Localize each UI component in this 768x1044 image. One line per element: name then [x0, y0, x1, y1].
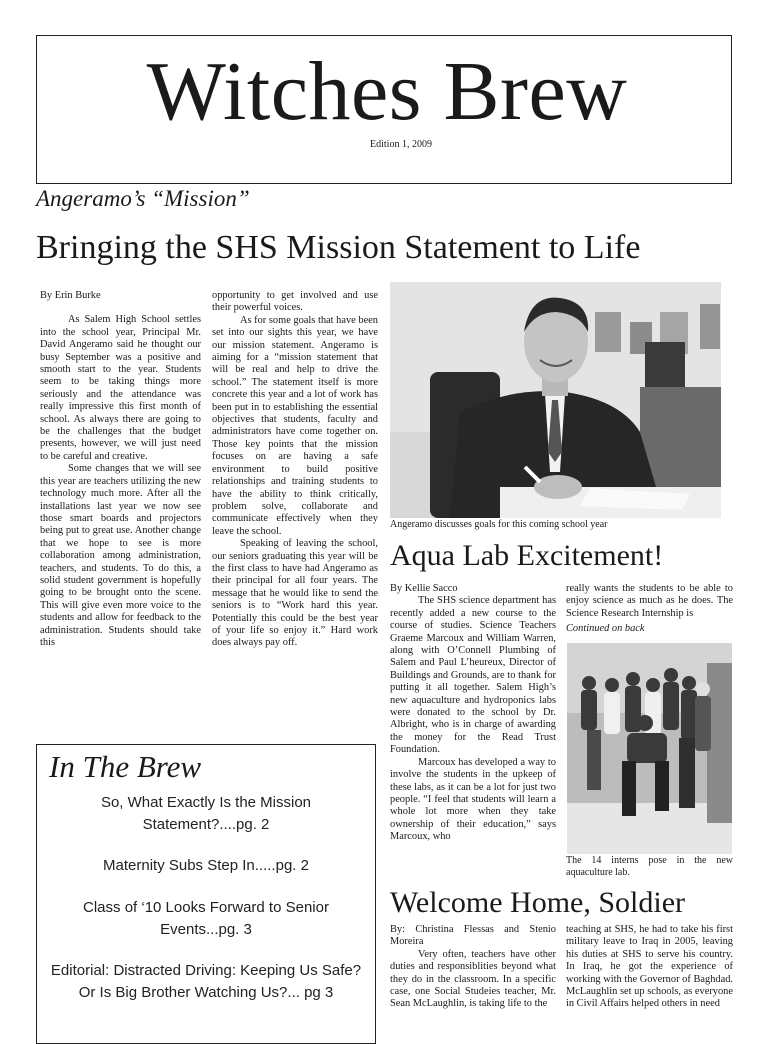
article-paragraph: As Salem High School settles into the school year, Principal Mr. David Angeramo said he thought our busy September was a positive and smooth start to the year. Students seem to be taking things more seriously and the attendance was really impressive this first month of school. As always there are going to be the challenges that the budget presents, however, we will just need to be careful and creative. [40, 314, 201, 462]
toc-item[interactable]: Class of ‘10 Looks Forward to Senior Events...pg. 3 [83, 899, 329, 938]
toc-item[interactable]: So, What Exactly Is the Mission Statement?....pg. 2 [100, 794, 312, 833]
article-paragraph: Marcoux has developed a way to involve the students in the upkeep of these labs, as it can be a lot for just two people. “I feel that students will learn a whole lot more when they take ownership of their education,” says Marcoux, who [390, 756, 556, 843]
article-paragraph: Some changes that we will see this year are teachers utilizing the new technology much more. After all the installations last year we now see those smart boards and projectors being put to great use. Another change that we hope to see is more collaboration among administration, teachers, and students. To do this, a solid student government is hopefully going to be brought onto the scene. This will give even more voice to the students and allow for feedback to the administration. Students should take this [40, 463, 201, 648]
article-paragraph: Very often, teachers have other duties and responsiblities beyond what they do in the classroom. In a specific case, one Social Studeies teacher, Mr. Sean McLaughlin, is taking life to the [390, 948, 556, 1010]
principal-photo-illustration [390, 282, 721, 518]
aqua-column-2 [566, 583, 733, 636]
continued-link[interactable]: Continued on back [566, 623, 645, 635]
lead-column-2 [212, 290, 378, 650]
lead-kicker: Angeramo’s “Mission” [36, 186, 250, 211]
principal-photo-caption: Angeramo discusses goals for this coming school year [390, 519, 608, 530]
in-the-brew-title: In The Brew [49, 749, 202, 784]
welcome-byline: By: Christina Flessas and Stenio Moreira [390, 924, 556, 948]
masthead [36, 35, 732, 184]
edition-label: Edition 1, 2009 [370, 139, 432, 150]
lead-byline: By Erin Burke [40, 290, 101, 301]
interns-photo-caption: The 14 interns pose in the new aquaculture lab. [566, 855, 733, 878]
welcome-headline: Welcome Home, Soldier [390, 886, 686, 919]
toc-item[interactable]: Editorial: Distracted Driving: Keeping Us Safe? Or Is Big Brother Watching Us?... pg 3 [50, 962, 362, 1001]
aqua-headline: Aqua Lab Excitement! [390, 539, 664, 572]
article-paragraph: The SHS science department has recently added a new course to the course of studies. Science Teachers Graeme Marcoux and William Warren, along with O’Connell Plumbing of Salem and Paul L’heureux, Director of Buildings and Grounds, are to thank for putting it all together. Salem High’s new aquaculture and hydroponics labs were donated to the school by Dr. Albright, who is in charge of awarding the money for the Read Trust Foundation. [390, 595, 556, 756]
article-paragraph: As for some goals that have been set into our sights this year, we have our mission statement. Angeramo is aiming for a “mission statement that will be real and help to drive the school.” The statement itself is more concrete this year and a lot of work has been put in to establishing the essential objectives that students, faculty and administrators have come together on. Those key points that the mission focuses on are having a safe environment to build positive relationships and training students to have the ability to think critically, problem solve, collaborate and communicate effectively when they leave the school. [212, 314, 378, 537]
lead-headline: Bringing the SHS Mission Statement to Life [36, 229, 641, 266]
newspaper-title: Witches Brew [146, 45, 628, 138]
welcome-column-1 [390, 924, 556, 1011]
interns-photo [567, 643, 732, 854]
article-paragraph: teaching at SHS, he had to take his first military leave to Iraq in 2005, leaving his duties at SHS to serve his country. In Iraq, he got the experience of working with the Governor of Baghdad. McLaughlin set up schools, as everyone in Civil Affairs helped others in need [566, 924, 733, 1010]
principal-photo [390, 282, 721, 518]
article-paragraph: Speaking of leaving the school, our seniors graduating this year will be the first class to have had Angeramo as their principal for all four years. The message that he would like to send the seniors is to “Work hard this year. Potentially this could be the best year of your life so enjoy it.” Hard work does always pay off. [212, 538, 378, 649]
article-paragraph: really wants the students to be able to enjoy science as much as he does. The Science Research Internship is [566, 583, 733, 619]
article-paragraph: opportunity to get involved and use their powerful voices. [212, 290, 378, 314]
aqua-column-1 [390, 583, 556, 844]
toc-item[interactable]: Maternity Subs Step In.....pg. 2 [103, 857, 309, 874]
aqua-byline: By Kellie Sacco [390, 583, 458, 594]
lead-column-1 [40, 290, 201, 649]
in-the-brew-box [36, 744, 376, 1044]
welcome-column-2 [566, 924, 733, 1011]
interns-photo-illustration [567, 643, 732, 854]
